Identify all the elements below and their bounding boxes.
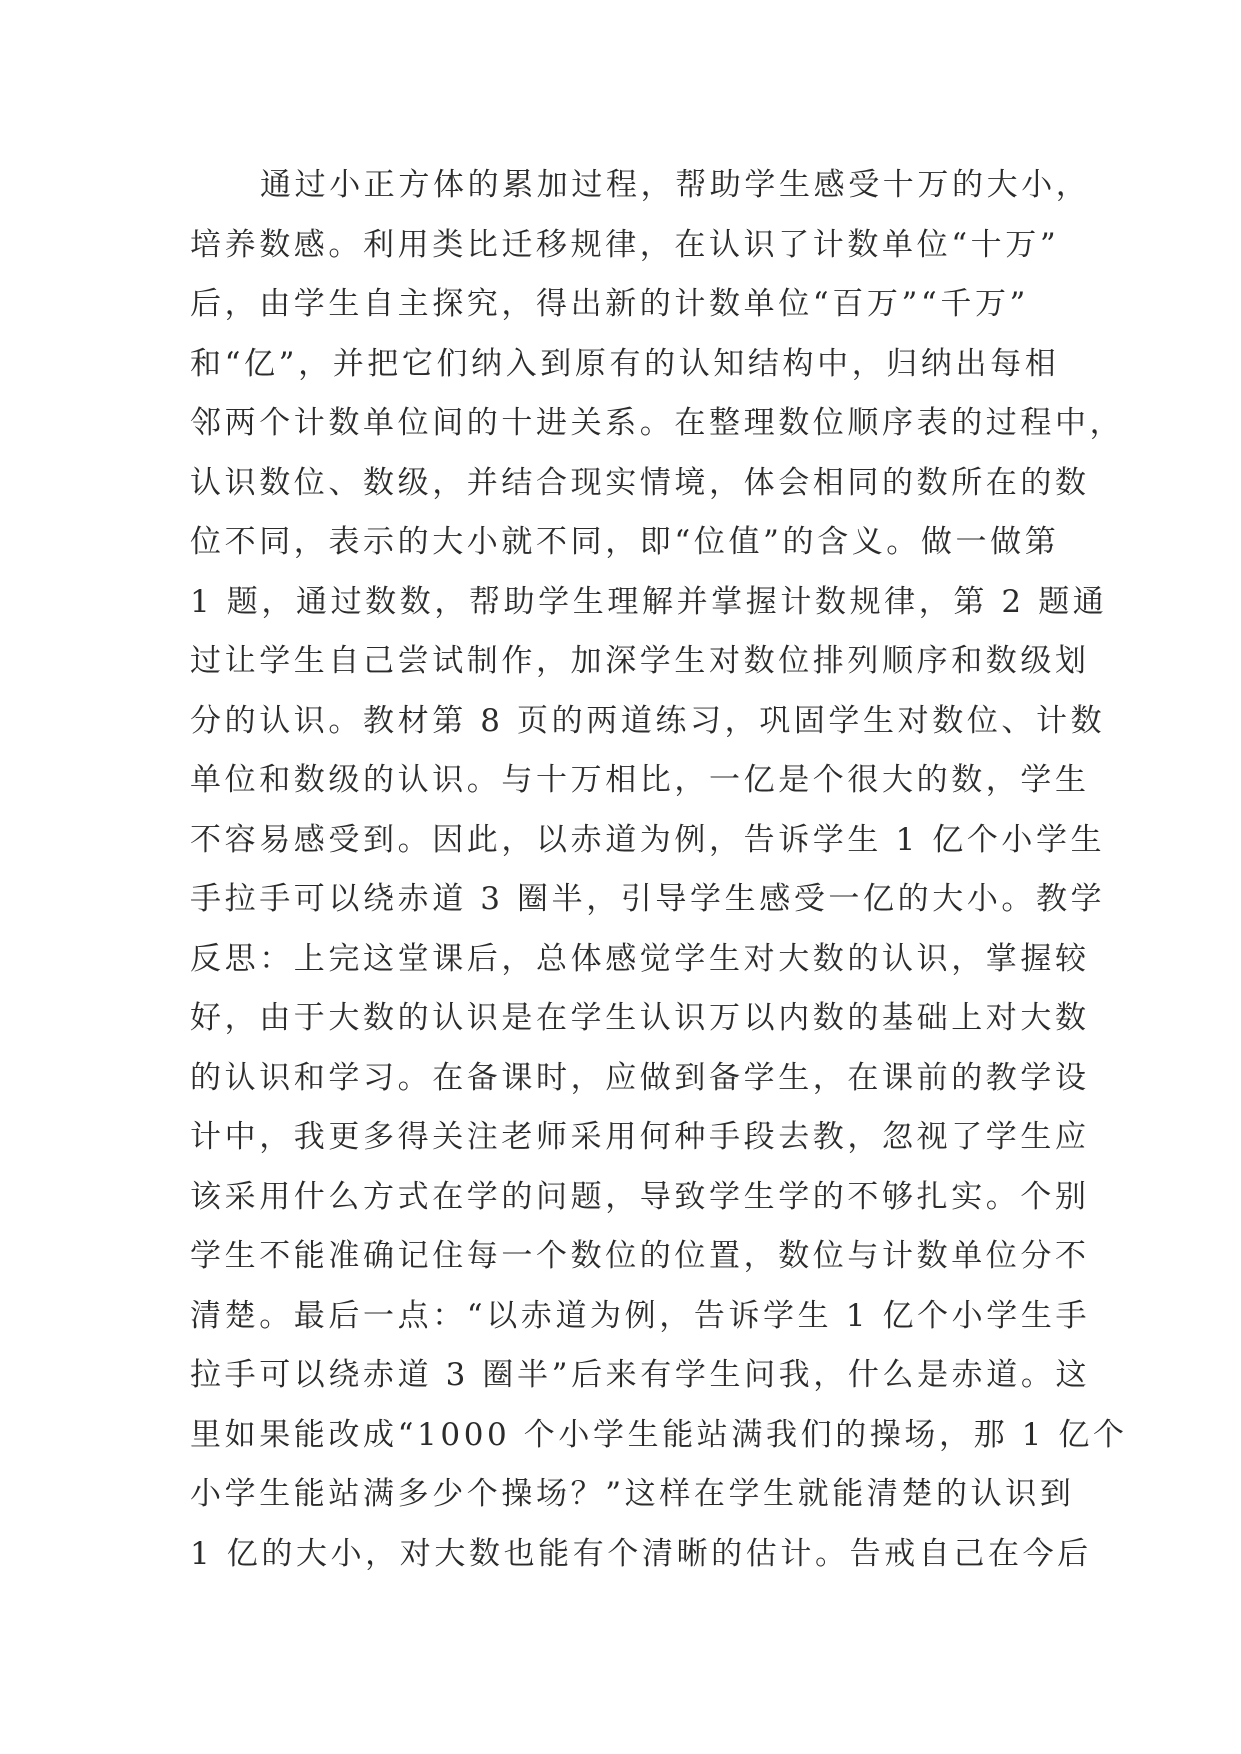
text-line: 计中，我更多得关注老师采用何种手段去教，忽视了学生应 (190, 1119, 1090, 1155)
text-line: 手拉手可以绕赤道 3 圈半，引导学生感受一亿的大小。教学 (190, 881, 1106, 917)
text-line: 1 题，通过数数，帮助学生理解并掌握计数规律，第 2 题通 (190, 583, 1108, 620)
text-line: 培养数感。利用类比迁移规律，在认识了计数单位“十万” (190, 226, 1060, 263)
text-line: 后，由学生自主探究，得出新的计数单位“百万”“千万” (190, 286, 1029, 322)
text-line: 和“亿”，并把它们纳入到原有的认知结构中，归纳出每相 (190, 345, 1060, 382)
text-line: 单位和数级的认识。与十万相比，一亿是个很大的数，学生 (190, 762, 1090, 798)
text-line: 好，由于大数的认识是在学生认识万以内数的基础上对大数 (190, 1000, 1090, 1036)
text-line: 反思：上完这堂课后，总体感觉学生对大数的认识，掌握较 (190, 940, 1090, 977)
text-line: 的认识和学习。在备课时，应做到备学生，在课前的教学设 (190, 1059, 1090, 1096)
text-line: 学生不能准确记住每一个数位的位置，数位与计数单位分不 (190, 1238, 1090, 1274)
text-line: 里如果能改成“1000 个小学生能站满我们的操场，那 1 亿个 (190, 1416, 1128, 1453)
text-line: 1 亿的大小，对大数也能有个清晰的估计。告戒自己在今后 (190, 1535, 1092, 1572)
text-line: 通过小正方体的累加过程，帮助学生感受十万的大小， (260, 167, 1091, 203)
text-line: 清楚。最后一点：“以赤道为例，告诉学生 1 亿个小学生手 (190, 1297, 1091, 1334)
text-line: 邻两个计数单位间的十进关系。在整理数位顺序表的过程中， (190, 405, 1125, 441)
text-line: 拉手可以绕赤道 3 圈半”后来有学生问我，什么是赤道。这 (190, 1357, 1091, 1393)
text-line: 位不同，表示的大小就不同，即“位值”的含义。做一做第 (190, 524, 1060, 560)
text-line: 小学生能站满多少个操场？”这样在学生就能清楚的认识到 (190, 1476, 1075, 1512)
text-line: 不容易感受到。因此，以赤道为例，告诉学生 1 亿个小学生 (190, 821, 1106, 858)
body-paragraph (190, 156, 1128, 1584)
text-line: 认识数位、数级，并结合现实情境，体会相同的数所在的数 (190, 464, 1090, 501)
text-line: 过让学生自己尝试制作，加深学生对数位排列顺序和数级划 (190, 643, 1090, 679)
text-line: 分的认识。教材第 8 页的两道练习，巩固学生对数位、计数 (190, 702, 1106, 739)
text-line: 该采用什么方式在学的问题，导致学生学的不够扎实。个别 (190, 1178, 1090, 1215)
